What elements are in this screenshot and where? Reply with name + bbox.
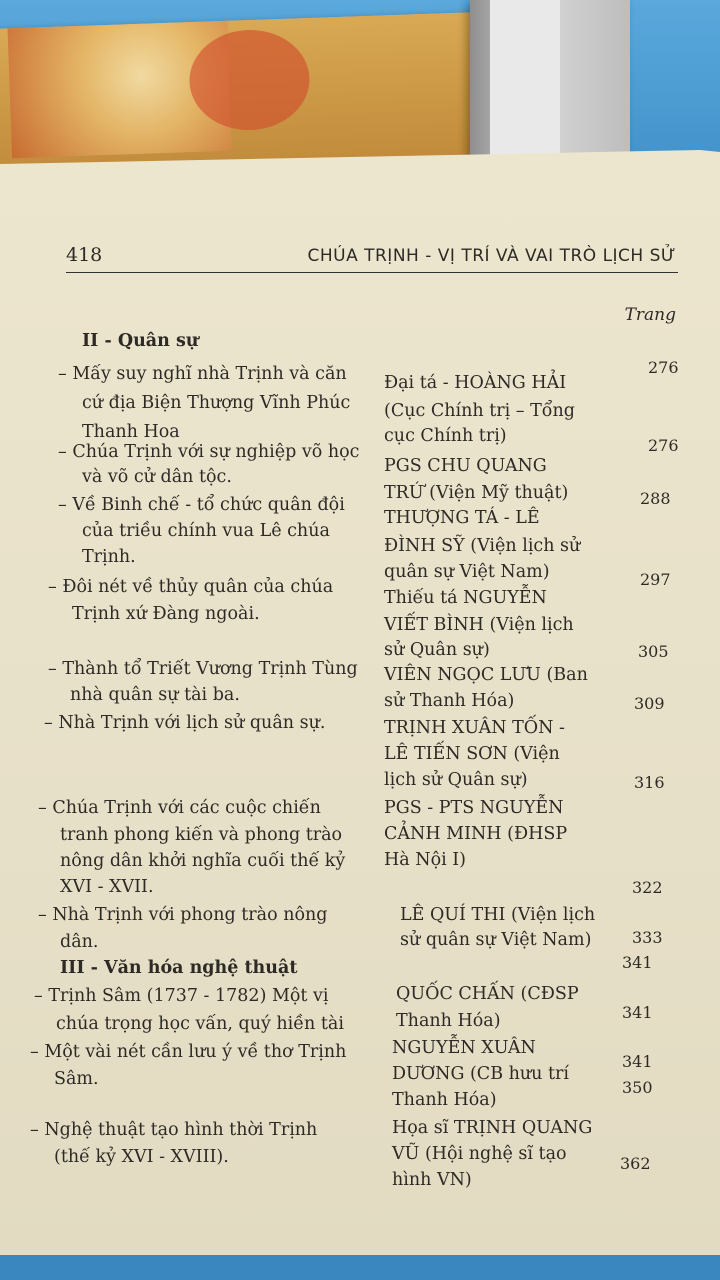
entry-page-number: 316 <box>634 773 665 792</box>
entry-title-line: – Một vài nét cần lưu ý về thơ Trịnh <box>30 1042 347 1062</box>
entry-title-line: và võ cử dân tộc. <box>82 467 232 487</box>
entry-author-line: quân sự Việt Nam) <box>384 562 550 582</box>
entry-author-line: sử Quân sự) <box>384 640 490 660</box>
entry-title-line: – Chúa Trịnh với các cuộc chiến <box>38 798 321 818</box>
entry-page-number: 288 <box>640 489 671 508</box>
entry-author-line: QUỐC CHẤN (CĐSP <box>396 984 579 1004</box>
entry-page-number: 333 <box>632 928 663 947</box>
entry-title-line: – Nhà Trịnh với lịch sử quân sự. <box>44 713 326 733</box>
entry-author-line: Họa sĩ TRỊNH QUANG <box>392 1118 593 1138</box>
entry-author-line: VIẾT BÌNH (Viện lịch <box>384 615 574 635</box>
entry-page-number: 362 <box>620 1154 651 1173</box>
entry-page-number: 305 <box>638 642 669 661</box>
page-header <box>66 238 678 273</box>
entry-author-line: lịch sử Quân sự) <box>384 770 528 790</box>
entry-page-number: 297 <box>640 570 671 589</box>
entry-title-line: Thanh Hoa <box>82 422 180 442</box>
entry-title-line: – Trịnh Sâm (1737 - 1782) Một vị <box>34 986 329 1006</box>
entry-page-number: 276 <box>648 358 679 377</box>
entry-author-line: (Cục Chính trị – Tổng <box>384 401 575 421</box>
section-heading-military: II - Quân sự <box>82 331 199 351</box>
entry-title-line: – Nghệ thuật tạo hình thời Trịnh <box>30 1120 318 1140</box>
entry-author-line: Thanh Hóa) <box>396 1011 501 1031</box>
entry-page-number: 341 <box>622 1052 653 1071</box>
entry-author-line: PGS CHU QUANG <box>384 456 547 476</box>
entry-author-line: LÊ TIẾN SƠN (Viện <box>384 744 560 764</box>
entry-author-line: hình VN) <box>392 1170 472 1190</box>
entry-title-line: nhà quân sự tài ba. <box>70 685 240 705</box>
entry-page-number: 322 <box>632 878 663 897</box>
entry-author-line: TRỊNH XUÂN TỐN - <box>384 718 565 738</box>
entry-title-line: Trịnh xứ Đàng ngoài. <box>72 604 260 624</box>
page-number: 418 <box>66 244 103 266</box>
entry-author-line: DƯƠNG (CB hưu trí <box>392 1064 569 1084</box>
trang-column-label: Trang <box>624 305 676 325</box>
bottom-surface <box>0 1255 720 1280</box>
entry-title-line: của triều chính vua Lê chúa <box>82 521 330 541</box>
entry-title-line: – Thành tổ Triết Vương Trịnh Tùng <box>48 659 358 679</box>
entry-title-line: dân. <box>60 932 99 952</box>
entry-title-line: chúa trọng học vấn, quý hiền tài <box>56 1014 344 1034</box>
entry-author-line: sử quân sự Việt Nam) <box>400 930 592 950</box>
entry-title-line: XVI - XVII. <box>60 877 154 897</box>
entry-author-line: PGS - PTS NGUYỄN <box>384 798 564 818</box>
entry-author-line: Thiếu tá NGUYỄN <box>384 588 547 608</box>
background-book-grey <box>470 0 630 175</box>
entry-author-line: Thanh Hóa) <box>392 1090 497 1110</box>
entry-author-line: TRỨ (Viện Mỹ thuật) <box>384 483 569 503</box>
entry-title-line: (thế kỷ XVI - XVIII). <box>54 1147 229 1167</box>
entry-title-line: Sâm. <box>54 1069 99 1089</box>
running-title: CHÚA TRỊNH - VỊ TRÍ VÀ VAI TRÒ LỊCH SỬ <box>307 246 676 266</box>
entry-page-number: 341 <box>622 1003 653 1022</box>
entry-title-line: cứ địa Biện Thượng Vĩnh Phúc <box>82 393 351 413</box>
entry-title-line: Trịnh. <box>82 547 136 567</box>
section-heading-culture-art: III - Văn hóa nghệ thuật <box>60 958 298 978</box>
entry-author-line: cục Chính trị) <box>384 426 507 446</box>
entry-author-line: NGUYỄN XUÂN <box>392 1038 536 1058</box>
entry-author-line: Hà Nội I) <box>384 850 467 870</box>
entry-author-line: VŨ (Hội nghệ sĩ tạo <box>392 1144 567 1164</box>
entry-title-line: nông dân khởi nghĩa cuối thế kỷ <box>60 851 346 871</box>
entry-page-number: 276 <box>648 436 679 455</box>
entry-title-line: – Nhà Trịnh với phong trào nông <box>38 905 328 925</box>
entry-author-line: VIÊN NGỌC LƯU (Ban <box>384 665 588 685</box>
entry-author-line: sử Thanh Hóa) <box>384 691 515 711</box>
background-book-cover <box>0 11 512 179</box>
book-spine <box>490 0 560 175</box>
entry-title-line: – Về Binh chế - tổ chức quân đội <box>58 495 345 515</box>
entry-page-number: 350 <box>622 1078 653 1097</box>
entry-author-line: THƯỢNG TÁ - LÊ <box>384 508 540 528</box>
book-page <box>0 150 720 1260</box>
entry-page-number: 309 <box>634 694 665 713</box>
entry-author-line: CẢNH MINH (ĐHSP <box>384 824 568 844</box>
section-page-number: 341 <box>622 953 653 972</box>
entry-title-line: – Đôi nét về thủy quân của chúa <box>48 577 334 597</box>
entry-title-line: – Chúa Trịnh với sự nghiệp võ học <box>58 442 360 462</box>
entry-title-line: tranh phong kiến và phong trào <box>60 825 343 845</box>
entry-author-line: Đại tá - HOÀNG HẢI <box>384 373 567 393</box>
entry-title-line: – Mấy suy nghĩ nhà Trịnh và căn <box>58 364 347 384</box>
entry-author-line: LÊ QUÍ THI (Viện lịch <box>400 905 596 925</box>
entry-author-line: ĐÌNH SỸ (Viện lịch sử <box>384 536 581 556</box>
